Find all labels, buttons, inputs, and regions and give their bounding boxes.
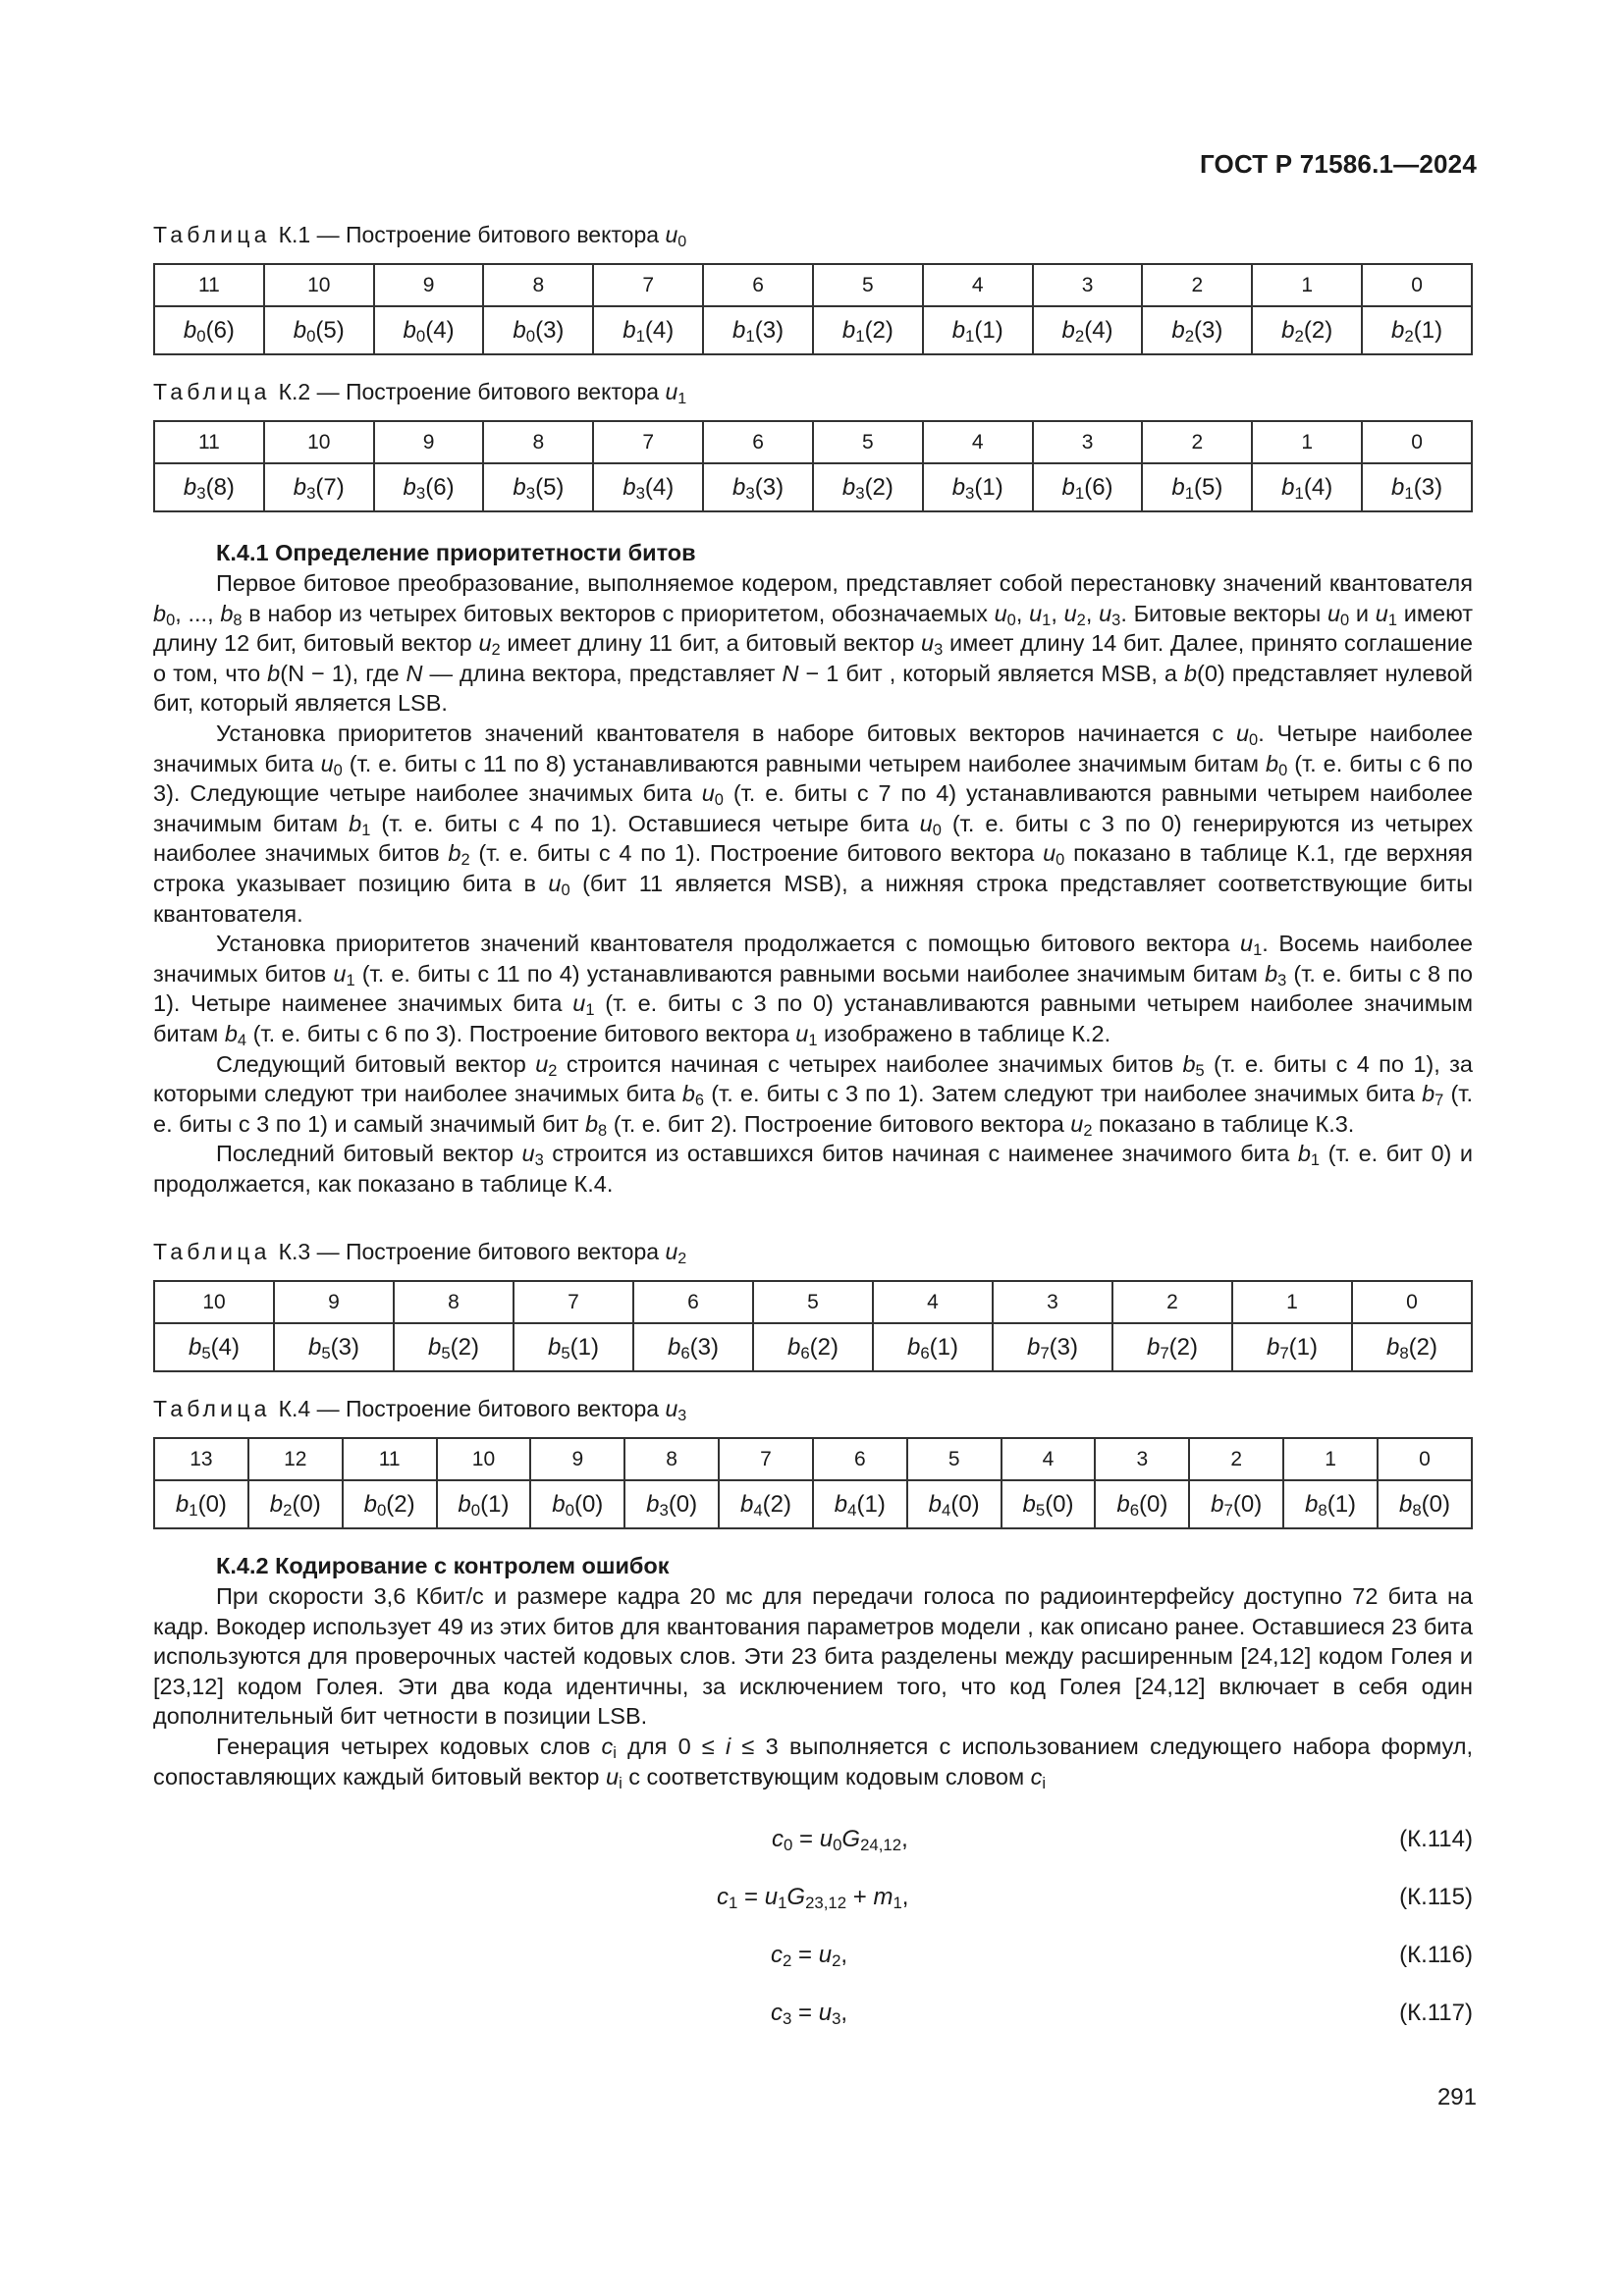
quantizer-bit-cell: $b_0(5)$ bbox=[264, 306, 374, 354]
paragraph: Первое битовое преобразование, выполняемое кодером, представляет собой перестановку значений квантователя $b_0$, ..., $b_8$ в набор из четырех битовых векторов с приоритетом, обозначаемых $u_0$, $u_1$, $u_2$, $u_3$. Битовые векторы $u_0$ и $u_1$ имеют длину 12 бит, битовый вектор $u_2$ имеет длину 11 бит, а битовый вектор $u_3$ имеет длину 14 бит. Далее, принято соглашение о том, что b(N − 1), где N — длина вектора, представляет N − 1 бит , который является MSB, а b(0) представляет нулевой бит, который является LSB. bbox=[153, 570, 1473, 717]
quantizer-bit-cell: $b_5(4)$ bbox=[154, 1323, 274, 1371]
quantizer-bit-cell: $b_5(0)$ bbox=[1001, 1480, 1096, 1528]
quantizer-bit-cell: $b_1(5)$ bbox=[1142, 463, 1252, 511]
page-number: 291 bbox=[1436, 2084, 1477, 2110]
quantizer-bit-cell: $b_4(1)$ bbox=[813, 1480, 907, 1528]
bit-position-cell: 0 bbox=[1378, 1438, 1472, 1480]
bit-position-cell: 6 bbox=[813, 1438, 907, 1480]
formula-k116 bbox=[153, 1936, 1473, 1975]
quantizer-bit-cell: $b_0(1)$ bbox=[437, 1480, 531, 1528]
quantizer-bit-cell: $b_6(2)$ bbox=[753, 1323, 873, 1371]
quantizer-bit-cell: $b_8(1)$ bbox=[1283, 1480, 1378, 1528]
bit-position-cell: 4 bbox=[873, 1281, 993, 1323]
quantizer-bit-cell: $b_2(3)$ bbox=[1142, 306, 1252, 354]
quantizer-bit-cell: $b_3(6)$ bbox=[374, 463, 484, 511]
paragraph: Генерация четырех кодовых слов $c_i$ для 0 ≤ i ≤ 3 выполняется с использованием следующего набора формул, сопоставляющих каждый битовый вектор $u_i$ с соответствующим кодовым словом $c_i$ bbox=[153, 1733, 1474, 1792]
quantizer-bit-cell: $b_0(4)$ bbox=[374, 306, 484, 354]
quantizer-bit-cell: $b_2(1)$ bbox=[1362, 306, 1472, 354]
bit-position-cell: 9 bbox=[374, 264, 484, 306]
bit-position-cell: 4 bbox=[923, 264, 1033, 306]
quantizer-bit-cell: $b_2(4)$ bbox=[1033, 306, 1143, 354]
bit-position-cell: 1 bbox=[1252, 264, 1362, 306]
quantizer-bit-cell: $b_4(2)$ bbox=[719, 1480, 813, 1528]
bit-position-row bbox=[154, 1438, 1472, 1480]
bit-position-row bbox=[154, 421, 1472, 463]
table-k1 bbox=[153, 263, 1473, 355]
table-caption-k4: Таблица К.4 — Построение битового вектора $u_3$ bbox=[153, 1396, 687, 1424]
table-caption-k3: Таблица К.3 — Построение битового вектора $u_2$ bbox=[153, 1239, 687, 1267]
caption-word: Таблица bbox=[153, 379, 271, 404]
quantizer-bit-cell: $b_7(3)$ bbox=[993, 1323, 1112, 1371]
formula-expression: $c_1 = u_1G_{23,12} + m_1$, bbox=[717, 1884, 909, 1912]
section-k42 bbox=[153, 1551, 1473, 1791]
formula-number: (К.115) bbox=[1399, 1884, 1473, 1910]
quantizer-bit-row bbox=[154, 1323, 1472, 1371]
quantizer-bit-cell: $b_3(2)$ bbox=[813, 463, 923, 511]
section-k41 bbox=[153, 538, 1473, 1199]
formula-expression: $c_2 = u_2$, bbox=[771, 1942, 848, 1970]
caption-word: Таблица bbox=[153, 222, 271, 247]
bit-position-cell: 10 bbox=[154, 1281, 274, 1323]
quantizer-bit-cell: $b_3(1)$ bbox=[923, 463, 1033, 511]
table-k3 bbox=[153, 1280, 1473, 1372]
bit-position-cell: 7 bbox=[593, 421, 703, 463]
bit-position-cell: 3 bbox=[1095, 1438, 1189, 1480]
bit-position-row bbox=[154, 1281, 1472, 1323]
bit-position-cell: 6 bbox=[703, 264, 813, 306]
formula-k117 bbox=[153, 1994, 1473, 2033]
bit-position-cell: 3 bbox=[1033, 264, 1143, 306]
quantizer-bit-cell: $b_8(2)$ bbox=[1352, 1323, 1472, 1371]
bit-position-cell: 11 bbox=[343, 1438, 437, 1480]
quantizer-bit-cell: $b_5(2)$ bbox=[394, 1323, 514, 1371]
table-caption-k1: Таблица К.1 — Построение битового вектора $u_0$ bbox=[153, 222, 687, 250]
section-title-k42: К.4.2 Кодирование с контролем ошибок bbox=[216, 1553, 670, 1578]
bit-position-cell: 6 bbox=[633, 1281, 753, 1323]
bit-position-cell: 11 bbox=[154, 264, 264, 306]
quantizer-bit-cell: $b_0(3)$ bbox=[483, 306, 593, 354]
quantizer-bit-cell: $b_3(7)$ bbox=[264, 463, 374, 511]
caption-word: Таблица bbox=[153, 1239, 271, 1264]
formula-number: (К.117) bbox=[1399, 2000, 1473, 2026]
quantizer-bit-cell: $b_6(1)$ bbox=[873, 1323, 993, 1371]
section-k41-body bbox=[153, 568, 1473, 1199]
quantizer-bit-cell: $b_1(2)$ bbox=[813, 306, 923, 354]
bit-position-cell: 12 bbox=[248, 1438, 343, 1480]
bit-position-cell: 1 bbox=[1283, 1438, 1378, 1480]
bit-position-cell: 10 bbox=[264, 421, 374, 463]
table-k2 bbox=[153, 420, 1473, 512]
bit-position-cell: 8 bbox=[394, 1281, 514, 1323]
bit-position-cell: 5 bbox=[813, 421, 923, 463]
bit-position-cell: 2 bbox=[1142, 421, 1252, 463]
quantizer-bit-cell: $b_6(0)$ bbox=[1095, 1480, 1189, 1528]
quantizer-bit-row bbox=[154, 1480, 1472, 1528]
bit-position-row bbox=[154, 264, 1472, 306]
bit-position-cell: 7 bbox=[719, 1438, 813, 1480]
bit-position-cell: 8 bbox=[483, 264, 593, 306]
quantizer-bit-cell: $b_5(3)$ bbox=[274, 1323, 394, 1371]
quantizer-bit-cell: $b_1(4)$ bbox=[593, 306, 703, 354]
document-standard-id: ГОСТ Р 71586.1—2024 bbox=[1199, 149, 1477, 179]
paragraph: При скорости 3,6 Кбит/с и размере кадра 20 мс для передачи голоса по радиоинтерфейсу доступно 72 бита на кадр. Вокодер использует 49 из этих битов для квантования параметров модели , как описано ранее. Оставшиеся 23 бита используются для проверочных частей кодовых слов. Эти 23 бита разделены между расширенным [24,12] кодом Голея и [23,12] кодом Голея. Эти два кода идентичны, за исключением того, что код Голея [24,12] включает в себя один дополнительный бит четности в позиции LSB. bbox=[153, 1583, 1473, 1730]
caption-word: Таблица bbox=[153, 1396, 271, 1421]
quantizer-bit-cell: $b_5(1)$ bbox=[514, 1323, 633, 1371]
formula-k114 bbox=[153, 1820, 1473, 1859]
quantizer-bit-cell: $b_1(1)$ bbox=[923, 306, 1033, 354]
quantizer-bit-cell: $b_3(5)$ bbox=[483, 463, 593, 511]
table-caption-k2: Таблица К.2 — Построение битового вектора $u_1$ bbox=[153, 379, 687, 407]
quantizer-bit-cell: $b_1(0)$ bbox=[154, 1480, 248, 1528]
paragraph: Установка приоритетов значений квантователя продолжается с помощью битового вектора $u_1$. Восемь наиболее значимых битов $u_1$ (т. е. биты с 11 по 4) устанавливаются равными восьми наиболее значимым битам $b_3$ (т. е. биты с 8 по 1). Четыре наименее значимых бита $u_1$ (т. е. биты с 3 по 0) устанавливаются равными четырем наиболее значимым битам $b_4$ (т. е. биты с 6 по 3). Построение битового вектора $u_1$ изображено в таблице К.2. bbox=[153, 931, 1473, 1049]
table-k4 bbox=[153, 1437, 1473, 1529]
bit-position-cell: 5 bbox=[813, 264, 923, 306]
quantizer-bit-cell: $b_0(0)$ bbox=[530, 1480, 624, 1528]
bit-position-cell: 0 bbox=[1362, 264, 1472, 306]
section-k42-body bbox=[153, 1581, 1473, 1791]
bit-position-cell: 9 bbox=[530, 1438, 624, 1480]
bit-position-cell: 0 bbox=[1352, 1281, 1472, 1323]
quantizer-bit-cell: $b_3(3)$ bbox=[703, 463, 813, 511]
bit-position-cell: 4 bbox=[923, 421, 1033, 463]
quantizer-bit-cell: $b_7(0)$ bbox=[1189, 1480, 1283, 1528]
bit-position-cell: 1 bbox=[1252, 421, 1362, 463]
bit-position-cell: 7 bbox=[593, 264, 703, 306]
bit-position-cell: 8 bbox=[624, 1438, 719, 1480]
quantizer-bit-cell: $b_1(6)$ bbox=[1033, 463, 1143, 511]
paragraph: Следующий битовый вектор $u_2$ строится начиная с четырех наиболее значимых битов $b_5$ (т. е. биты с 4 по 1), за которыми следуют три наиболее значимых бита $b_6$ (т. е. биты с 3 по 1). Затем следуют три наиболее значимых бита $b_7$ (т. е. биты с 3 по 1) и самый значимый бит $b_8$ (т. е. бит 2). Построение битового вектора $u_2$ показано в таблице К.3. bbox=[153, 1050, 1474, 1140]
quantizer-bit-cell: $b_0(6)$ bbox=[154, 306, 264, 354]
bit-position-cell: 10 bbox=[264, 264, 374, 306]
quantizer-bit-cell: $b_2(2)$ bbox=[1252, 306, 1362, 354]
bit-position-cell: 5 bbox=[907, 1438, 1001, 1480]
bit-position-cell: 0 bbox=[1362, 421, 1472, 463]
quantizer-bit-cell: $b_3(4)$ bbox=[593, 463, 703, 511]
bit-position-cell: 2 bbox=[1142, 264, 1252, 306]
bit-position-cell: 9 bbox=[374, 421, 484, 463]
quantizer-bit-cell: $b_2(0)$ bbox=[248, 1480, 343, 1528]
bit-position-cell: 2 bbox=[1112, 1281, 1232, 1323]
section-title-k41: К.4.1 Определение приоритетности битов bbox=[216, 540, 696, 565]
formula-expression: $c_0 = u_0G_{24,12}$, bbox=[772, 1826, 908, 1854]
paragraph: Установка приоритетов значений квантователя в наборе битовых векторов начинается с $u_0$. Четыре наиболее значимых бита $u_0$ (т. е. биты с 11 по 8) устанавливаются равными четырем наиболее значимым битам $b_0$ (т. е. биты с 6 по 3). Следующие четыре наиболее значимых бита $u_0$ (т. е. биты с 7 по 4) устанавливаются равными четырем наиболее значимым битам $b_1$ (т. е. биты с 4 по 1). Оставшиеся четыре бита $u_0$ (т. е. биты с 3 по 0) генерируются из четырех наиболее значимых битов $b_2$ (т. е. биты с 4 по 1). Построение битового вектора $u_0$ показано в таблице К.1, где верхняя строка указывает позицию бита в $u_0$ (бит 11 является MSB), а нижняя строка представляет соответствующие биты квантователя. bbox=[153, 720, 1473, 927]
bit-position-cell: 10 bbox=[437, 1438, 531, 1480]
quantizer-bit-cell: $b_1(4)$ bbox=[1252, 463, 1362, 511]
quantizer-bit-cell: $b_7(1)$ bbox=[1232, 1323, 1352, 1371]
quantizer-bit-cell: $b_7(2)$ bbox=[1112, 1323, 1232, 1371]
quantizer-bit-cell: $b_6(3)$ bbox=[633, 1323, 753, 1371]
paragraph: Последний битовый вектор $u_3$ строится из оставшихся битов начиная с наименее значимого бита $b_1$ (т. е. бит 0) и продолжается, как показано в таблице К.4. bbox=[153, 1141, 1473, 1197]
formula-number: (К.116) bbox=[1399, 1942, 1473, 1968]
quantizer-bit-cell: $b_0(2)$ bbox=[343, 1480, 437, 1528]
bit-position-cell: 3 bbox=[993, 1281, 1112, 1323]
bit-position-cell: 9 bbox=[274, 1281, 394, 1323]
formula-number: (К.114) bbox=[1399, 1826, 1473, 1852]
bit-position-cell: 7 bbox=[514, 1281, 633, 1323]
quantizer-bit-row bbox=[154, 463, 1472, 511]
quantizer-bit-cell: $b_4(0)$ bbox=[907, 1480, 1001, 1528]
quantizer-bit-cell: $b_8(0)$ bbox=[1378, 1480, 1472, 1528]
bit-position-cell: 8 bbox=[483, 421, 593, 463]
quantizer-bit-cell: $b_3(8)$ bbox=[154, 463, 264, 511]
bit-position-cell: 4 bbox=[1001, 1438, 1096, 1480]
formula-expression: $c_3 = u_3$, bbox=[771, 2000, 848, 2028]
quantizer-bit-row bbox=[154, 306, 1472, 354]
bit-position-cell: 11 bbox=[154, 421, 264, 463]
quantizer-bit-cell: $b_1(3)$ bbox=[1362, 463, 1472, 511]
bit-position-cell: 5 bbox=[753, 1281, 873, 1323]
bit-position-cell: 6 bbox=[703, 421, 813, 463]
bit-position-cell: 1 bbox=[1232, 1281, 1352, 1323]
formula-k115 bbox=[153, 1878, 1473, 1917]
quantizer-bit-cell: $b_1(3)$ bbox=[703, 306, 813, 354]
bit-position-cell: 2 bbox=[1189, 1438, 1283, 1480]
bit-position-cell: 13 bbox=[154, 1438, 248, 1480]
bit-position-cell: 3 bbox=[1033, 421, 1143, 463]
quantizer-bit-cell: $b_3(0)$ bbox=[624, 1480, 719, 1528]
